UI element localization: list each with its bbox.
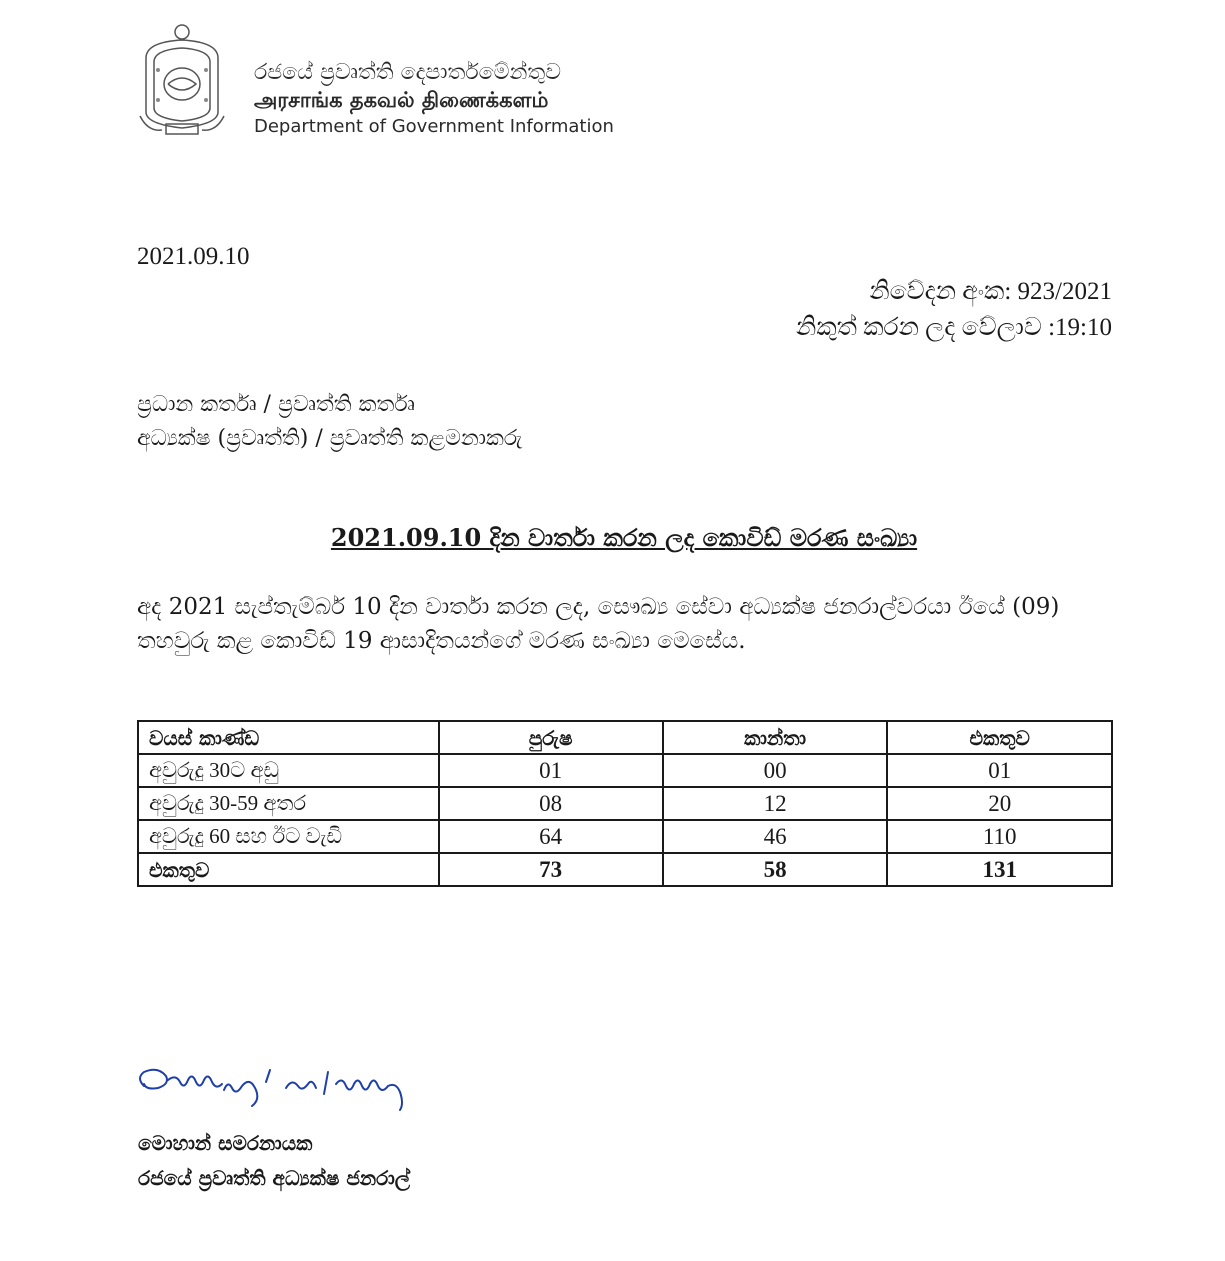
document-title: 2021.09.10 දින වාර්තා කරන ලද කොවිඩ් මරණ සංඛ්‍යා [330,523,918,552]
addressee-line: අධ්‍යක්ෂ (ප්‍රවෘත්ති) / ප්‍රවෘත්ති කළමනාකරු [137,426,523,451]
issue-date: 2021.09.10 [137,243,250,270]
male-total-cell: 73 [439,853,663,886]
table-header-row [138,721,1112,754]
state-emblem-logo [136,20,228,140]
release-number: නිවේදන අංක: 923/2021 [869,278,1112,305]
column-header-female: කාන්තා [663,721,888,754]
female-total-cell: 58 [663,853,888,886]
table-row [138,754,1112,787]
female-count-cell: 00 [663,754,888,787]
addressee-line: ප්‍රධාන කර්තෘ / ප්‍රවෘත්ති කර්තෘ [137,392,415,417]
female-count-cell: 46 [663,820,888,853]
table-row [138,820,1112,853]
body-paragraph: අද 2021 සැප්තැම්බර් 10 දින වාර්තා කරන ලද, සෞඛ්‍ය සේවා අධ්‍යක්ෂ ජනරාල්වරයා ඊයේ (09) තහවුරු කළ කොවිඩ් 19 ආසාදිතයන්ගේ මරණ සංඛ්‍යා මෙසේය. [137,594,1060,654]
letterhead-english: Department of Government Information [254,116,614,137]
male-count-cell: 64 [439,820,663,853]
column-header-age-group: වයස් කාණ්ඩ [138,721,439,754]
total-label-cell: එකතුව [138,853,439,886]
letterhead-tamil: அரசாங்க தகவல் திணைக்களம் [254,88,549,112]
signature-strokes [140,1070,402,1110]
deaths-table [137,720,1113,887]
age-group-cell: අවුරුදු 30-59 අතර [138,787,439,820]
grand-total-cell: 131 [887,853,1112,886]
age-group-cell: අවුරුදු 60 සහ ඊට වැඩි [138,820,439,853]
total-count-cell: 01 [887,754,1112,787]
female-count-cell: 12 [663,787,888,820]
signatory-name: මොහාන් සමරනායක [138,1131,313,1155]
handwritten-signature [132,1060,422,1120]
male-count-cell: 08 [439,787,663,820]
column-header-male: පුරුෂ [439,721,663,754]
total-count-cell: 110 [887,820,1112,853]
release-time: නිකුත් කරන ලද වේලාව :19:10 [796,314,1112,341]
male-count-cell: 01 [439,754,663,787]
column-header-total: එකතුව [887,721,1112,754]
age-group-cell: අවුරුදු 30ට අඩු [138,754,439,787]
table-row [138,787,1112,820]
table-total-row [138,853,1112,886]
letterhead-sinhala: රජයේ ප්‍රවෘත්ති දෙපාර්තමේන්තුව [254,60,562,85]
total-count-cell: 20 [887,787,1112,820]
signatory-title: රජයේ ප්‍රවෘත්ති අධ්‍යක්ෂ ජනරාල් [138,1166,411,1190]
